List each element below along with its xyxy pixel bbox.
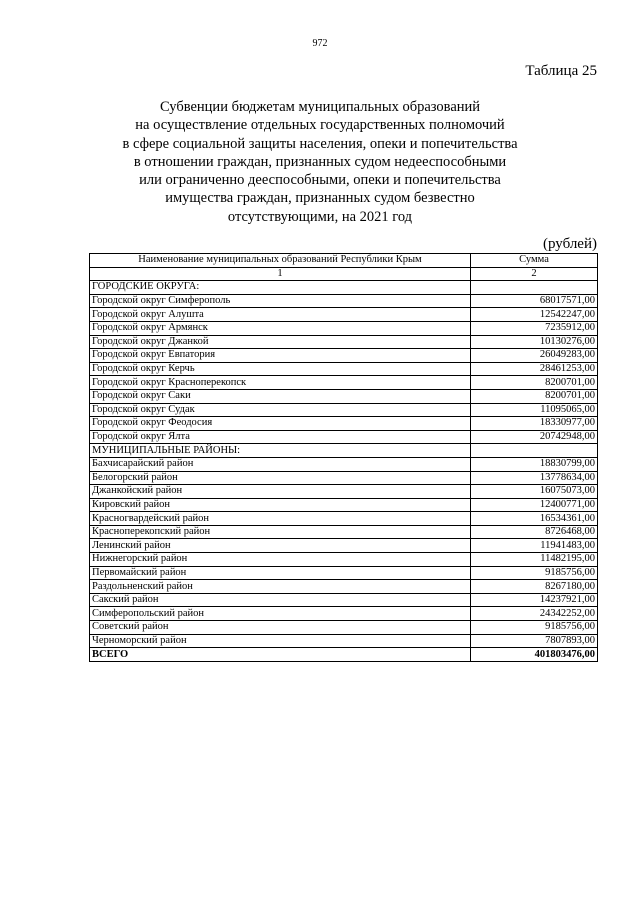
section-label: ГОРОДСКИЕ ОКРУГА: bbox=[90, 281, 471, 295]
title-line: в отношении граждан, признанных судом недееспособными bbox=[133, 153, 507, 170]
municipality-name: Городской округ Судак bbox=[90, 403, 471, 417]
municipality-name: Ленинский район bbox=[90, 539, 471, 553]
amount-value: 7235912,00 bbox=[471, 321, 598, 335]
table-row bbox=[90, 553, 598, 567]
municipality-name: Городской округ Феодосия bbox=[90, 417, 471, 431]
municipality-name: Кировский район bbox=[90, 498, 471, 512]
table-row bbox=[90, 430, 598, 444]
header-row bbox=[90, 254, 598, 268]
section-row-districts bbox=[90, 444, 598, 458]
empty-cell bbox=[471, 281, 598, 295]
amount-value: 16534361,00 bbox=[471, 512, 598, 526]
column-header-name: Наименование муниципальных образований Республики Крым bbox=[90, 254, 471, 268]
table-row bbox=[90, 539, 598, 553]
amount-value: 8200701,00 bbox=[471, 389, 598, 403]
table-row bbox=[90, 498, 598, 512]
table-row bbox=[90, 471, 598, 485]
municipality-name: Советский район bbox=[90, 621, 471, 635]
municipality-name: Городской округ Армянск bbox=[90, 321, 471, 335]
amount-value: 11482195,00 bbox=[471, 553, 598, 567]
amount-value: 18330977,00 bbox=[471, 417, 598, 431]
amount-value: 8267180,00 bbox=[471, 580, 598, 594]
municipality-name: ВСЕГО bbox=[90, 648, 471, 662]
table-row bbox=[90, 457, 598, 471]
table-label: Таблица 25 bbox=[525, 63, 597, 79]
amount-value: 16075073,00 bbox=[471, 485, 598, 499]
municipality-name: Городской округ Керчь bbox=[90, 362, 471, 376]
amount-value: 8726468,00 bbox=[471, 525, 598, 539]
municipality-name: Городской округ Симферополь bbox=[90, 294, 471, 308]
municipality-name: Городской округ Саки bbox=[90, 389, 471, 403]
page-number: 972 bbox=[312, 38, 328, 49]
title-line: отсутствующими, на 2021 год bbox=[227, 208, 413, 225]
amount-value: 13778634,00 bbox=[471, 471, 598, 485]
table-row bbox=[90, 634, 598, 648]
title-line: на осуществление отдельных государственных полномочий bbox=[135, 117, 505, 134]
section-row-urban bbox=[90, 281, 598, 295]
amount-value: 12542247,00 bbox=[471, 308, 598, 322]
document-title bbox=[90, 98, 550, 226]
table-row bbox=[90, 376, 598, 390]
municipality-name: Городской округ Евпатория bbox=[90, 349, 471, 363]
amount-value: 26049283,00 bbox=[471, 349, 598, 363]
municipality-name: Белогорский район bbox=[90, 471, 471, 485]
amount-value: 18830799,00 bbox=[471, 457, 598, 471]
title-line: имущества граждан, признанных судом безвестно bbox=[165, 190, 475, 207]
table-row bbox=[90, 417, 598, 431]
table-row bbox=[90, 621, 598, 635]
table-row bbox=[90, 308, 598, 322]
municipality-name: Красноперекопский район bbox=[90, 525, 471, 539]
municipality-name: Симферопольский район bbox=[90, 607, 471, 621]
amount-value: 20742948,00 bbox=[471, 430, 598, 444]
table-row bbox=[90, 403, 598, 417]
municipality-name: Городской округ Красноперекопск bbox=[90, 376, 471, 390]
amount-value: 10130276,00 bbox=[471, 335, 598, 349]
table-row bbox=[90, 362, 598, 376]
total-row bbox=[90, 648, 598, 662]
table-row bbox=[90, 566, 598, 580]
amount-value: 68017571,00 bbox=[471, 294, 598, 308]
title-line: или ограниченно дееспособными, опеки и попечительства bbox=[139, 172, 501, 189]
table-row bbox=[90, 607, 598, 621]
amount-value: 24342252,00 bbox=[471, 607, 598, 621]
column-number: 1 bbox=[90, 267, 471, 281]
amount-value: 11941483,00 bbox=[471, 539, 598, 553]
subsidies-table bbox=[89, 253, 598, 662]
currency-unit: (рублей) bbox=[542, 236, 597, 252]
table-row bbox=[90, 485, 598, 499]
municipality-name: Городской округ Джанкой bbox=[90, 335, 471, 349]
municipality-name: Красногвардейский район bbox=[90, 512, 471, 526]
municipality-name: Сакский район bbox=[90, 593, 471, 607]
column-number-row bbox=[90, 267, 598, 281]
column-number: 2 bbox=[471, 267, 598, 281]
amount-value: 14237921,00 bbox=[471, 593, 598, 607]
amount-value: 28461253,00 bbox=[471, 362, 598, 376]
amount-value: 401803476,00 bbox=[471, 648, 598, 662]
section-label: МУНИЦИПАЛЬНЫЕ РАЙОНЫ: bbox=[90, 444, 471, 458]
amount-value: 9185756,00 bbox=[471, 621, 598, 635]
municipality-name: Городской округ Алушта bbox=[90, 308, 471, 322]
table-row bbox=[90, 525, 598, 539]
municipality-name: Джанкойский район bbox=[90, 485, 471, 499]
municipality-name: Черноморский район bbox=[90, 634, 471, 648]
amount-value: 11095065,00 bbox=[471, 403, 598, 417]
amount-value: 12400771,00 bbox=[471, 498, 598, 512]
column-header-sum: Сумма bbox=[471, 254, 598, 268]
table-body bbox=[90, 281, 598, 662]
amount-value: 7807893,00 bbox=[471, 634, 598, 648]
table-row bbox=[90, 593, 598, 607]
amount-value: 9185756,00 bbox=[471, 566, 598, 580]
municipality-name: Раздольненский район bbox=[90, 580, 471, 594]
amount-value: 8200701,00 bbox=[471, 376, 598, 390]
table-row bbox=[90, 389, 598, 403]
table-row bbox=[90, 512, 598, 526]
table-row bbox=[90, 349, 598, 363]
table-row bbox=[90, 294, 598, 308]
title-line: Субвенции бюджетам муниципальных образований bbox=[159, 99, 481, 115]
table-row bbox=[90, 321, 598, 335]
title-line: в сфере социальной защиты населения, опеки и попечительства bbox=[122, 135, 518, 152]
municipality-name: Первомайский район bbox=[90, 566, 471, 580]
municipality-name: Нижнегорский район bbox=[90, 553, 471, 567]
table-row bbox=[90, 335, 598, 349]
municipality-name: Городской округ Ялта bbox=[90, 430, 471, 444]
empty-cell bbox=[471, 444, 598, 458]
table-row bbox=[90, 580, 598, 594]
municipality-name: Бахчисарайский район bbox=[90, 457, 471, 471]
